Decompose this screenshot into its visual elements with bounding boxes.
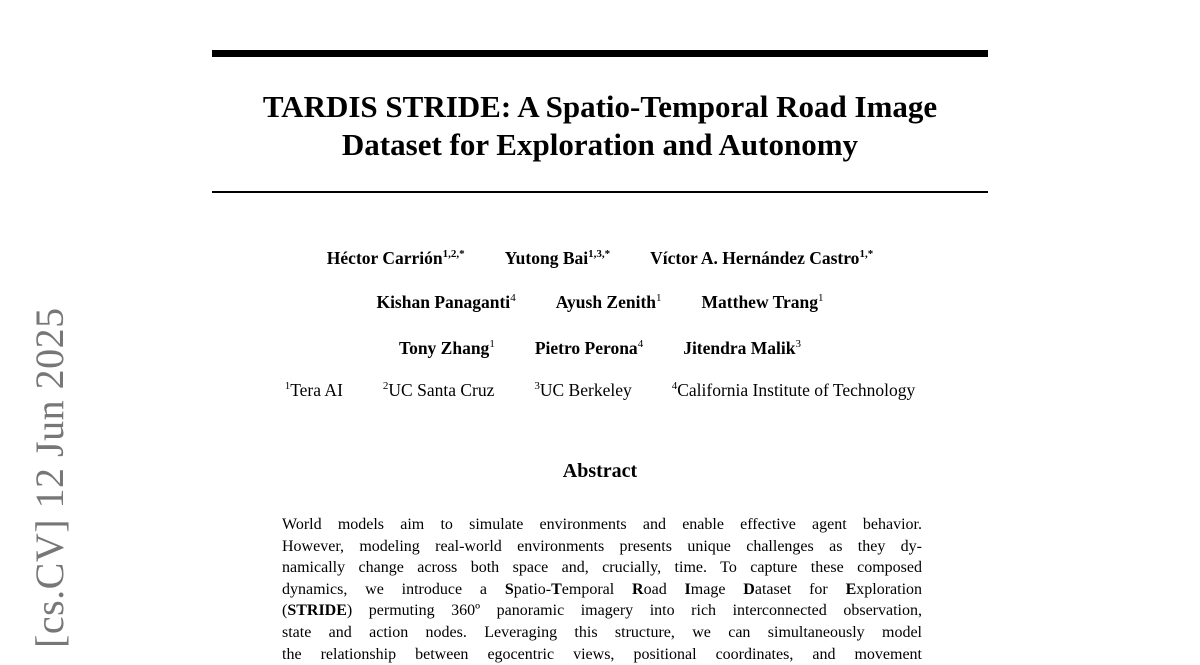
- author-row-2: [212, 292, 988, 313]
- top-rule: [212, 50, 988, 57]
- abstract-line: the relationship between egocentric views, positional coordinates, and movement: [282, 645, 922, 663]
- arxiv-stamp: [cs.CV] 12 Jun 2025: [27, 307, 72, 648]
- abstract-line: state and action nodes. Leveraging this structure, we can simultaneously model: [282, 623, 922, 641]
- abstract-body: [282, 514, 922, 665]
- affiliations: [212, 380, 988, 401]
- affiliation: $^1$Tera AI: [284, 380, 343, 400]
- abstract-line: World models aim to simulate environments and enable effective agent behavior.: [282, 516, 922, 533]
- author: Matthew Trang$^1$: [701, 292, 824, 312]
- author: Ayush Zenith$^1$: [555, 292, 662, 312]
- title-line-2: Dataset for Exploration and Autonomy: [341, 127, 859, 162]
- affiliation: $^2$UC Santa Cruz: [382, 380, 495, 400]
- author: Héctor Carrión$^{1,2,*}$: [326, 248, 465, 268]
- affiliation: $^3$UC Berkeley: [534, 380, 632, 400]
- affiliation: $^4$California Institute of Technology: [671, 380, 916, 400]
- abstract-line: dynamics, we introduce a Spatio-Temporal Road Image Dataset for Exploration: [282, 580, 923, 598]
- author: Víctor A. Hernández Castro$^{1,*}$: [650, 248, 874, 268]
- author: Yutong Bai$^{1,3,*}$: [504, 248, 611, 268]
- abstract-line: However, modeling real-world environments presents unique challenges as they dy-: [282, 537, 922, 555]
- author: Kishan Panaganti$^4$: [376, 292, 516, 312]
- author: Pietro Perona$^4$: [534, 338, 644, 358]
- author-row-3: [212, 338, 988, 359]
- title-rule: [212, 191, 988, 193]
- abstract-line: namically change across both space and, crucially, time. To capture these composed: [282, 559, 922, 577]
- title-line-1: TARDIS STRIDE: A Spatio-Temporal Road Image: [262, 89, 938, 124]
- author: Jitendra Malik$^3$: [683, 338, 801, 358]
- author: Tony Zhang$^1$: [399, 338, 495, 358]
- author-row-1: [212, 248, 988, 269]
- abstract-heading: Abstract: [562, 460, 638, 482]
- paper-title: [212, 88, 988, 164]
- abstract-line: (STRIDE) permuting 360º panoramic imagery into rich interconnected observation,: [282, 602, 922, 620]
